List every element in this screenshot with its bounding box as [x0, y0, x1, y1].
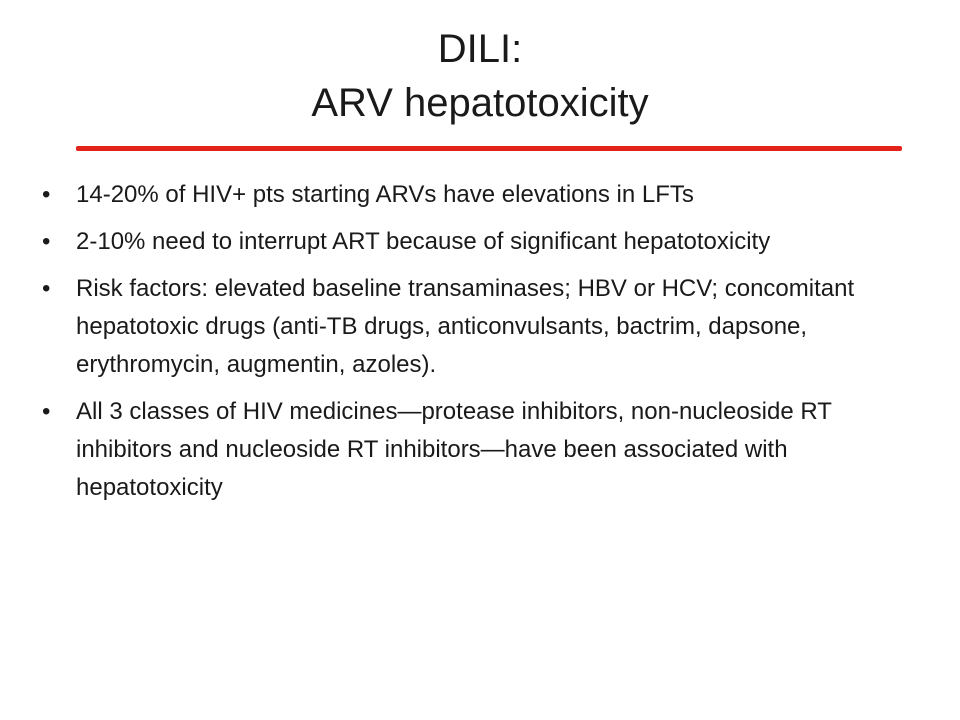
bullet-text: Risk factors: elevated baseline transaminases; HBV or HCV; concomitant hepatotoxic drugs (anti-TB drugs, anticonvulsants, bactrim, dapsone, erythromycin, augmentin, azoles). — [76, 275, 855, 378]
bullet-item — [36, 176, 916, 214]
bullet-list — [36, 176, 916, 516]
title-divider — [76, 146, 902, 151]
bullet-dot-icon: • — [42, 181, 51, 208]
bullet-dot-icon: • — [42, 398, 51, 425]
bullet-text: 14-20% of HIV+ pts starting ARVs have elevations in LFTs — [76, 181, 694, 208]
bullet-text: 2-10% need to interrupt ART because of significant hepatotoxicity — [76, 228, 771, 255]
slide-title-line-1: DILI: — [437, 27, 523, 71]
bullet-item — [36, 270, 916, 384]
bullet-dot-icon: • — [42, 275, 51, 302]
bullet-dot-icon: • — [42, 228, 51, 255]
slide-title — [0, 22, 960, 130]
slide-title-line-2: ARV hepatotoxicity — [311, 81, 649, 125]
bullet-text: All 3 classes of HIV medicines—protease inhibitors, non-nucleoside RT inhibitors and nucleoside RT inhibitors—have been associated with hepatotoxicity — [76, 398, 832, 501]
bullet-item — [36, 223, 916, 261]
bullet-item — [36, 393, 916, 507]
